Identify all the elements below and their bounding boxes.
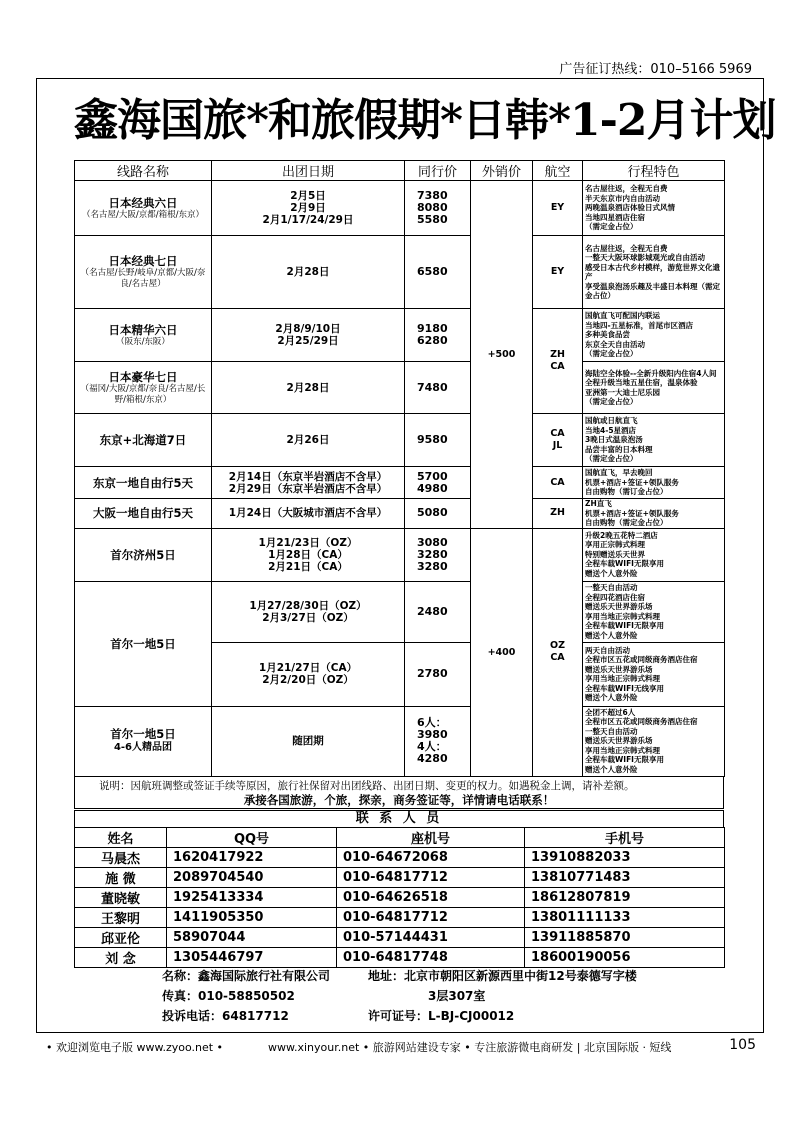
route-cities: （名古屋/大阪/京都/箱根/东京） [82,209,204,220]
contact-name: 王黎明 [75,908,167,928]
contact-mobile: 18612807819 [525,888,725,908]
route-name: 日本精华六日 [108,322,178,337]
airline: EY [533,181,583,236]
contacts-title: 联 系 人 员 [74,810,724,828]
route-name: 首尔一地5日 [110,727,176,741]
features: 国航直飞，早去晚回 机票+酒店+签证+领队服务 自由购物（需订金占位） [583,467,725,499]
header-name: 姓名 [75,828,167,848]
table-row [75,467,725,499]
contact-qq: 1411905350 [167,908,337,928]
contact-qq: 58907044 [167,928,337,948]
route-name: 首尔一地5日 [110,636,176,651]
trade-price: 2480 [405,581,471,642]
contact-qq: 1620417922 [167,848,337,868]
contacts-table [74,827,725,968]
contact-landline: 010-64817712 [337,908,525,928]
route-cell [75,181,212,236]
route-cell [75,414,212,467]
header-landline: 座机号 [337,828,525,848]
company-info-left [162,966,330,1026]
airline: ZH CA [533,309,583,414]
header-mobile: 手机号 [525,828,725,848]
route-name: 首尔济州5日 [110,547,176,562]
airline: OZ CA [533,528,583,776]
page-title: 鑫海国旅*和旅假期*日韩*1-2月计划 [74,95,776,146]
table-row [75,181,725,236]
contact-name: 刘 念 [75,948,167,968]
company-fax: 传真：010-58850502 [162,989,295,1003]
route-name: 东京一地自由行5天 [92,475,193,490]
departure-dates: 2月28日 [212,362,405,414]
table-row [75,309,725,362]
features: 国航或日航直飞 当地4-5星酒店 3晚日式温泉泡汤 品尝丰富的日本料理 （需定金占位） [583,414,725,467]
tour-table [74,160,725,777]
footer-mid: www.xinyour.net • 旅游网站建设专家 • 专注旅游微电商研发 | 北京国际版 · 短线 [268,1041,672,1054]
route-subtitle: 4-6人精品团 [113,742,173,753]
features: 两天自由活动 全程市区五花或同级商务酒店住宿 赠送乐天世界游乐场 享用当地正宗韩式料理 全程车载WIFI无线享用 赠送个人意外险 [583,642,725,706]
features: 全团不超过6人 全程市区五花或同级商务酒店住宿 一整天自由活动 赠送乐天世界游乐场 享用当地正宗韩式料理 全程车载WIFI无限享用 赠送个人意外险 [583,706,725,776]
contact-landline: 010-64672068 [337,848,525,868]
footer-left: • 欢迎浏览电子版 www.zyoo.net • [46,1041,224,1054]
airline: CA JL [533,414,583,467]
header-route: 线路名称 [75,161,212,181]
features: 海陆空全体验--全新升级阳内住宿4人间 全程升级当地五星住宿，温泉体验 亚洲第一大迪士尼乐园 （需定金占位） [583,362,725,414]
header-features: 行程特色 [583,161,725,181]
departure-dates: 1月21/27日（CA） 2月2/20日（OZ） [212,642,405,706]
contact-qq: 1305446797 [167,948,337,968]
trade-price: 6人： 3980 4人： 4280 [405,706,471,776]
contact-landline: 010-57144431 [337,928,525,948]
contact-qq: 1925413334 [167,888,337,908]
departure-dates: 2月5日 2月9日 2月1/17/24/29日 [212,181,405,236]
contact-landline: 010-64817712 [337,868,525,888]
contact-row [75,868,725,888]
contact-mobile: 18600190056 [525,948,725,968]
departure-dates: 随团期 [212,706,405,776]
trade-price: 5080 [405,499,471,529]
trade-price: 9580 [405,414,471,467]
notes-text: 说明：因航班调整或签证手续等原因，旅行社保留对出团线路、出团日期、变更的权力。如遇税金上调，请补差额。 [99,780,635,792]
table-row [75,236,725,309]
contact-mobile: 13801111133 [525,908,725,928]
airline: CA [533,467,583,499]
route-name: 日本经典六日 [108,195,178,210]
contact-row [75,948,725,968]
route-name: 东京+北海道7日 [99,433,187,447]
route-cell [75,581,212,706]
departure-dates: 2月26日 [212,414,405,467]
departure-dates: 2月28日 [212,236,405,309]
trade-price: 7480 [405,362,471,414]
sale-price: +500 [471,181,533,529]
company-license: 许可证号：L-BJ-CJ00012 [368,1009,515,1023]
header-airline: 航空 [533,161,583,181]
table-row [75,528,725,581]
table-row [75,706,725,776]
trade-price: 9180 6280 [405,309,471,362]
route-cell [75,528,212,581]
company-name: 名称：鑫海国际旅行社有限公司 [162,969,331,983]
airline: ZH [533,499,583,529]
departure-dates: 2月14日（东京半岩酒店不含早） 2月29日（东京半岩酒店不含早） [212,467,405,499]
trade-price: 6580 [405,236,471,309]
features: 升级2晚五花特二酒店 享用正宗韩式料理 特别赠送乐天世界 全程车载WIFI无限享用 赠送个人意外险 [583,528,725,581]
contact-mobile: 13911885870 [525,928,725,948]
features: 名古屋往返，全程无自费 一整天大阪环球影城观光或自由活动 感受日本古代乡村模样，游览世界文化遗产 享受温泉泡汤乐趣及丰盛日本料理（需定金占位） [583,236,725,309]
route-cities: （福冈/大阪/京都/奈良/名古屋/长野/箱根/东京） [80,383,206,405]
contacts-header-row [75,828,725,848]
features: ZH直飞 机票+酒店+签证+领队服务 自由购物（需定金占位） [583,499,725,529]
features: 国航直飞可配国内联运 当地四-五星标准，首尾市区酒店 多种美食品尝 东京全天自由活动 （需定金占位） [583,309,725,362]
route-cell [75,706,212,776]
trade-price: 2780 [405,642,471,706]
route-cell [75,309,212,362]
notes-box [74,777,724,809]
trade-price: 7380 8080 5580 [405,181,471,236]
header-sale-price: 外销价 [471,161,533,181]
departure-dates: 1月24日（大阪城市酒店不含早） [212,499,405,529]
contact-name: 董晓敏 [75,888,167,908]
departure-dates: 1月21/23日（OZ） 1月28日（CA） 2月21日（CA） [212,528,405,581]
sale-price: +400 [471,528,533,776]
contact-row [75,928,725,948]
table-row [75,499,725,529]
company-room: 3层307室 [428,989,486,1003]
route-cities: （阪东/东阪） [116,336,170,347]
route-cities: （名古屋/长野/岐阜/京都/大阪/奈良/名古屋） [80,268,206,289]
contact-name: 邱亚伦 [75,928,167,948]
departure-dates: 1月27/28/30日（OZ） 2月3/27日（OZ） [212,581,405,642]
table-row [75,362,725,414]
route-name: 日本豪华七日 [108,369,178,384]
contact-name: 马晨杰 [75,848,167,868]
contact-landline: 010-64626518 [337,888,525,908]
trade-price: 5700 4980 [405,467,471,499]
company-address: 地址：北京市朝阳区新源西里中街12号泰德写字楼 [368,969,637,983]
ad-hotline: 广告征订热线：010–5166 5969 [559,62,752,77]
route-cell [75,467,212,499]
table-row [75,414,725,467]
contact-row [75,848,725,868]
features: 一整天自由活动 全程四花酒店住宿 赠送乐天世界游乐场 享用当地正宗韩式料理 全程车载WIFI无限享用 赠送个人意外险 [583,581,725,642]
contact-mobile: 13810771483 [525,868,725,888]
route-name: 日本经典七日 [108,254,178,268]
contact-name: 施 微 [75,868,167,888]
contact-qq: 2089704540 [167,868,337,888]
route-cell [75,362,212,414]
route-cell [75,236,212,309]
notes-highlight: 承接各国旅游，个旅，探亲，商务签证等，详情请电话联系！ [243,793,555,807]
table-header-row [75,161,725,181]
page-number: 105 [729,1037,756,1053]
contact-row [75,888,725,908]
header-trade-price: 同行价 [405,161,471,181]
header-dates: 出团日期 [212,161,405,181]
features: 名古屋往返，全程无自费 半天东京市内自由活动 两晚温泉酒店体验日式风情 当地四星酒店住宿 （需定金占位） [583,181,725,236]
departure-dates: 2月8/9/10日 2月25/29日 [212,309,405,362]
header-qq: QQ号 [167,828,337,848]
company-complaint: 投诉电话：64817712 [162,1009,289,1023]
airline: EY [533,236,583,309]
route-name: 大阪一地自由行5天 [92,506,193,521]
contact-mobile: 13910882033 [525,848,725,868]
trade-price: 3080 3280 3280 [405,528,471,581]
route-cell [75,499,212,529]
contact-landline: 010-64817748 [337,948,525,968]
table-row [75,581,725,642]
contact-row [75,908,725,928]
company-info-right [368,966,637,1026]
